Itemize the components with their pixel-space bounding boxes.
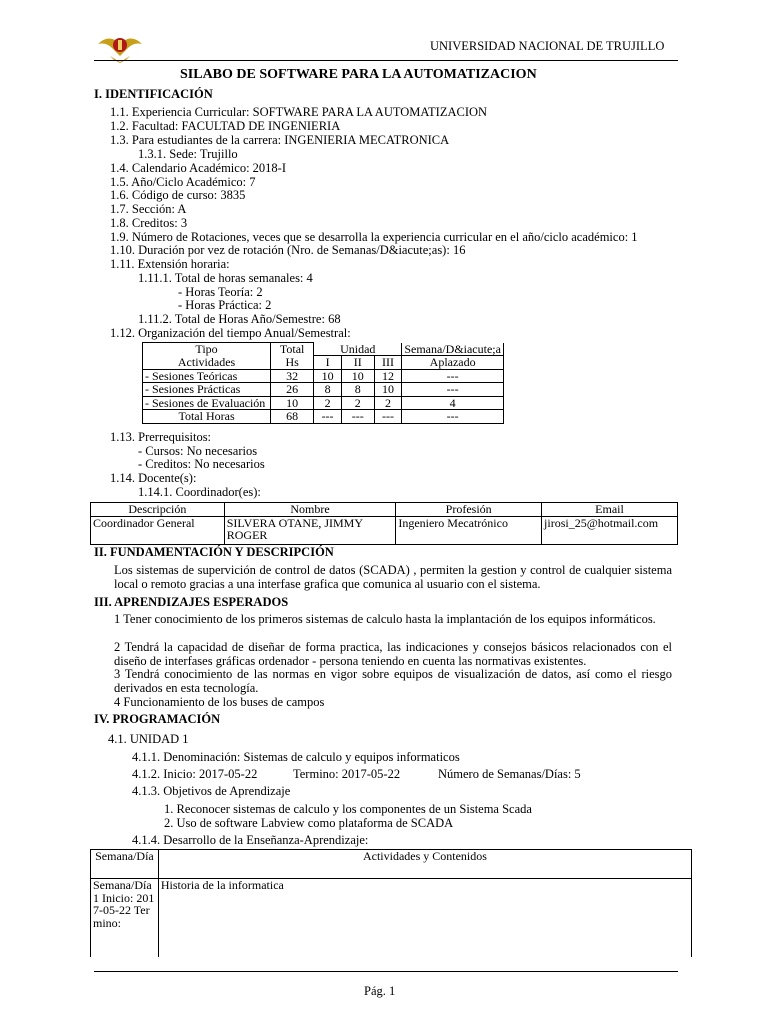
- unit-title: 4.1. UNIDAD 1: [108, 732, 189, 746]
- aprendizaje-item: 3 Tendrá conocimiento de las normas en vigor sobre equipos de visualización de datos, así como el riesgo derivados en esta tecnología.: [114, 667, 672, 695]
- table-cell: ---: [374, 410, 402, 424]
- table-row: [143, 383, 504, 397]
- id-line: 1.1. Experiencia Curricular: SOFTWARE PARA LA AUTOMATIZACION: [110, 105, 488, 119]
- fundamentacion-text: Los sistemas de supervición de control de datos (SCADA) , permiten la gestion y control de cualquier sistema local o remoto gracias a una interfase grafica que comunica al usuario con el sistema.: [114, 563, 672, 591]
- prereq-line: 1.14.1. Coordinador(es):: [138, 485, 261, 499]
- table-cell: 8: [341, 383, 374, 397]
- document-title: SILABO DE SOFTWARE PARA LA AUTOMATIZACION: [180, 67, 537, 82]
- table-cell: ---: [314, 410, 342, 424]
- table-cell: - Sesiones Prácticas: [143, 383, 271, 397]
- table-header-cell: III: [374, 356, 402, 370]
- table-row: [143, 410, 504, 424]
- time-organization-table: [142, 342, 504, 424]
- table-cell: 2: [374, 396, 402, 410]
- table-cell: Semana/Día 1 Inicio: 2017-05-22 Termino:: [91, 879, 159, 957]
- table-header-cell: Semana/Día: [91, 850, 159, 879]
- table-cell: 26: [271, 383, 314, 397]
- id-line: 1.7. Sección: A: [110, 202, 187, 216]
- table-header-cell: Semana/D&iacute;a: [402, 343, 504, 356]
- table-cell: 2: [341, 396, 374, 410]
- id-line: 1.4. Calendario Académico: 2018-I: [110, 161, 286, 175]
- table-header-cell: Total: [271, 343, 314, 356]
- table-header-cell: Actividades: [143, 356, 271, 370]
- table-row: [143, 356, 504, 370]
- section-4-heading: IV. PROGRAMACIÓN: [94, 712, 221, 726]
- unit-semanas: Número de Semanas/Días: 5: [438, 767, 581, 781]
- section-1-heading: I. IDENTIFICACIÓN: [94, 87, 213, 101]
- section-2-heading: II. FUNDAMENTACIÓN Y DESCRIPCIÓN: [94, 545, 334, 559]
- table-header-cell: Descripción: [91, 503, 225, 517]
- id-line: 1.11.1. Total de horas semanales: 4: [138, 271, 313, 285]
- objetivo-item: 1. Reconocer sistemas de calculo y los componentes de un Sistema Scada: [164, 802, 532, 816]
- table-cell: Coordinador General: [91, 516, 225, 544]
- table-cell: 10: [374, 383, 402, 397]
- table-header-cell: Aplazado: [402, 356, 504, 370]
- coordinator-table: [90, 502, 678, 545]
- table-header-cell: II: [341, 356, 374, 370]
- table-header-cell: Unidad: [314, 343, 402, 356]
- header-rule: [94, 60, 678, 61]
- aprendizaje-item: 4 Funcionamiento de los buses de campos: [114, 695, 325, 709]
- table-cell: 32: [271, 369, 314, 383]
- prereq-line: 1.13. Prerrequisitos:: [110, 430, 212, 444]
- id-line: 1.11. Extensión horaria:: [110, 257, 230, 271]
- table-row: [91, 516, 678, 544]
- id-line: - Horas Teoría: 2: [178, 285, 263, 299]
- table-row: [91, 503, 678, 517]
- unit-objetivos: 4.1.3. Objetivos de Aprendizaje: [132, 784, 291, 798]
- id-line: 1.9. Número de Rotaciones, veces que se desarrolla la experiencia curricular en el año/ciclo académico: 1: [110, 230, 638, 244]
- table-cell: SILVERA OTANE, JIMMY ROGER: [224, 516, 396, 544]
- unit-termino: Termino: 2017-05-22: [293, 767, 401, 781]
- table-cell: 10: [341, 369, 374, 383]
- university-seal-logo: [96, 30, 144, 64]
- table-cell: 2: [314, 396, 342, 410]
- table-cell: 10: [314, 369, 342, 383]
- prereq-line: - Creditos: No necesarios: [138, 457, 265, 471]
- table-cell: - Sesiones Teóricas: [143, 369, 271, 383]
- table-row: [143, 343, 504, 356]
- table-cell: ---: [402, 369, 504, 383]
- table-cell: 4: [402, 396, 504, 410]
- id-line: 1.2. Facultad: FACULTAD DE INGENIERIA: [110, 119, 341, 133]
- section-3-heading: III. APRENDIZAJES ESPERADOS: [94, 595, 289, 609]
- table-cell: ---: [402, 383, 504, 397]
- table-row: [91, 850, 692, 879]
- id-line: 1.11.2. Total de Horas Año/Semestre: 68: [138, 312, 341, 326]
- table-header-cell: Hs: [271, 356, 314, 370]
- aprendizaje-item: 1 Tener conocimiento de los primeros sistemas de calculo hasta la implantación de los equipos informáticos.: [114, 612, 656, 626]
- table-row: [91, 879, 692, 957]
- table-cell: ---: [402, 410, 504, 424]
- id-line: 1.3.1. Sede: Trujillo: [138, 147, 238, 161]
- table-header-cell: Actividades y Contenidos: [158, 850, 691, 879]
- development-table: [90, 849, 692, 957]
- id-line: 1.12. Organización del tiempo Anual/Semestral:: [110, 326, 351, 340]
- table-header-cell: Email: [542, 503, 678, 517]
- id-line: 1.5. Año/Ciclo Académico: 7: [110, 175, 256, 189]
- unit-inicio: 4.1.2. Inicio: 2017-05-22: [132, 767, 258, 781]
- prereq-line: - Cursos: No necesarios: [138, 444, 258, 458]
- footer-rule: [94, 971, 678, 972]
- table-header-cell: Tipo: [143, 343, 271, 356]
- page-number: Pág. 1: [364, 984, 396, 998]
- table-header-cell: I: [314, 356, 342, 370]
- table-cell: Ingeniero Mecatrónico: [396, 516, 542, 544]
- unit-desarrollo: 4.1.4. Desarrollo de la Enseñanza-Aprendizaje:: [132, 833, 369, 847]
- objetivo-item: 2. Uso de software Labview como plataforma de SCADA: [164, 816, 454, 830]
- university-name: UNIVERSIDAD NACIONAL DE TRUJILLO: [430, 39, 665, 53]
- table-cell: 10: [271, 396, 314, 410]
- table-cell: ---: [341, 410, 374, 424]
- id-line: 1.8. Creditos: 3: [110, 216, 188, 230]
- aprendizaje-item: 2 Tendrá la capacidad de diseñar de forma practica, las indicaciones y consejos básicos relacionados con el diseño de interfases gráficas ordenador - persona teniendo en cuenta las normativas existentes.: [114, 640, 672, 668]
- table-row: [143, 369, 504, 383]
- id-line: 1.10. Duración por vez de rotación (Nro. de Semanas/D&iacute;as): 16: [110, 243, 466, 257]
- table-cell: Total Horas: [143, 410, 271, 424]
- table-header-cell: Nombre: [224, 503, 396, 517]
- table-header-cell: Profesión: [396, 503, 542, 517]
- id-line: 1.6. Código de curso: 3835: [110, 188, 246, 202]
- id-line: 1.3. Para estudiantes de la carrera: INGENIERIA MECATRONICA: [110, 133, 450, 147]
- table-cell: 12: [374, 369, 402, 383]
- unit-denominacion: 4.1.1. Denominación: Sistemas de calculo y equipos informaticos: [132, 750, 460, 764]
- table-cell: jirosi_25@hotmail.com: [542, 516, 678, 544]
- table-cell: 8: [314, 383, 342, 397]
- id-line: - Horas Práctica: 2: [178, 298, 272, 312]
- table-cell: 68: [271, 410, 314, 424]
- prereq-line: 1.14. Docente(s):: [110, 471, 197, 485]
- table-cell: - Sesiones de Evaluación: [143, 396, 271, 410]
- table-cell: Historia de la informatica: [158, 879, 691, 957]
- table-row: [143, 396, 504, 410]
